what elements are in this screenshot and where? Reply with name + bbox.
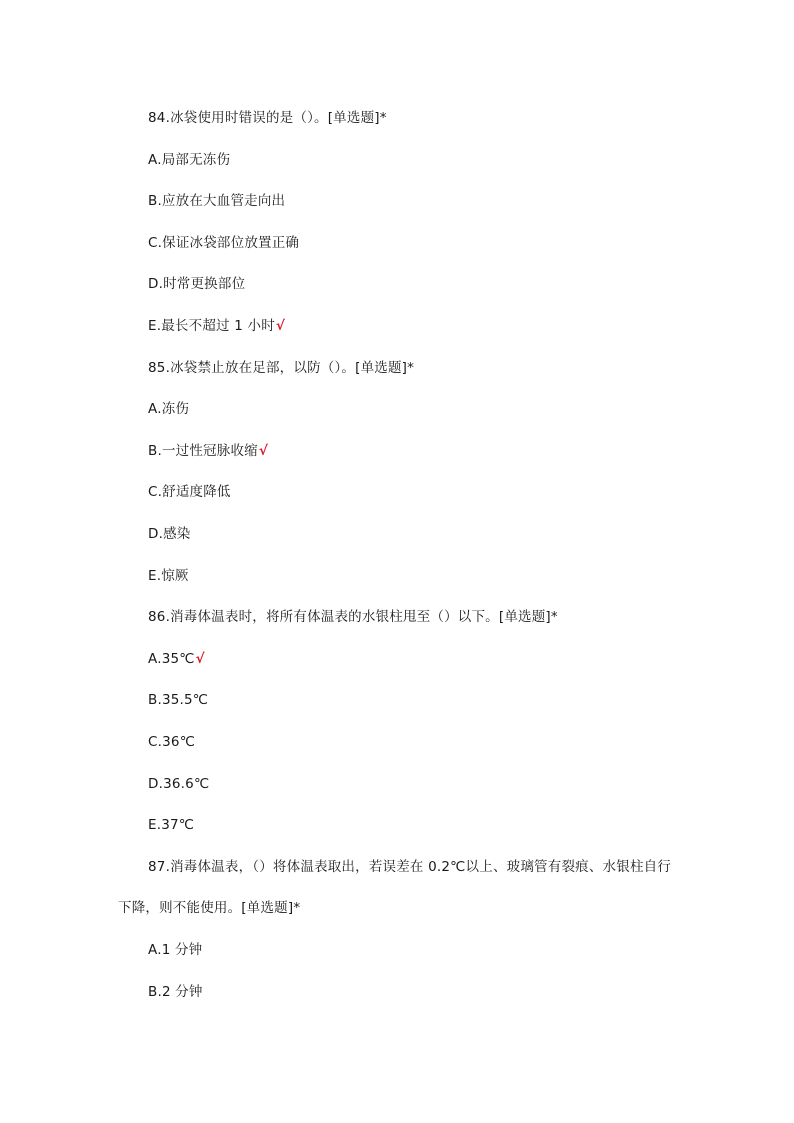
correct-check-mark: √	[258, 443, 269, 459]
q86-option-a-text: A.35℃	[148, 651, 195, 667]
question-87-line-2: 下降，则不能使用。[单选题]*	[118, 900, 301, 916]
q84-option-c: C.保证冰袋部位放置正确	[148, 235, 300, 251]
q85-option-d: D.感染	[148, 526, 191, 542]
q84-option-e-text: E.最长不超过 1 小时	[148, 318, 275, 334]
q84-option-d: D.时常更换部位	[148, 276, 246, 292]
q84-option-a: A.局部无冻伤	[148, 152, 231, 168]
q86-option-d: D.36.6℃	[148, 776, 210, 792]
q84-option-b: B.应放在大血管走向出	[148, 193, 286, 209]
question-85: 85.冰袋禁止放在足部，以防（）。[单选题]*	[148, 360, 415, 376]
q86-option-a	[148, 649, 205, 669]
q85-option-b-text: B.一过性冠脉收缩	[148, 443, 258, 459]
q87-option-a: A.1 分钟	[148, 942, 203, 958]
q87-option-b: B.2 分钟	[148, 984, 203, 1000]
q85-option-a: A.冻伤	[148, 401, 190, 417]
q84-option-e	[148, 316, 285, 336]
q85-option-b	[148, 441, 268, 461]
q86-option-c: C.36℃	[148, 734, 196, 750]
q85-option-c: C.舒适度降低	[148, 484, 231, 500]
q86-option-b: B.35.5℃	[148, 692, 209, 708]
q86-option-e: E.37℃	[148, 817, 195, 833]
correct-check-mark: √	[275, 318, 286, 334]
question-86: 86.消毒体温表时，将所有体温表的水银柱甩至（）以下。[单选题]*	[148, 609, 558, 625]
question-87-line-1: 87.消毒体温表，（）将体温表取出，若误差在 0.2℃以上、玻璃管有裂痕、水银柱自行	[148, 859, 672, 875]
question-84: 84.冰袋使用时错误的是（）。[单选题]*	[148, 110, 387, 126]
correct-check-mark: √	[195, 651, 205, 667]
q85-option-e: E.惊厥	[148, 568, 189, 584]
